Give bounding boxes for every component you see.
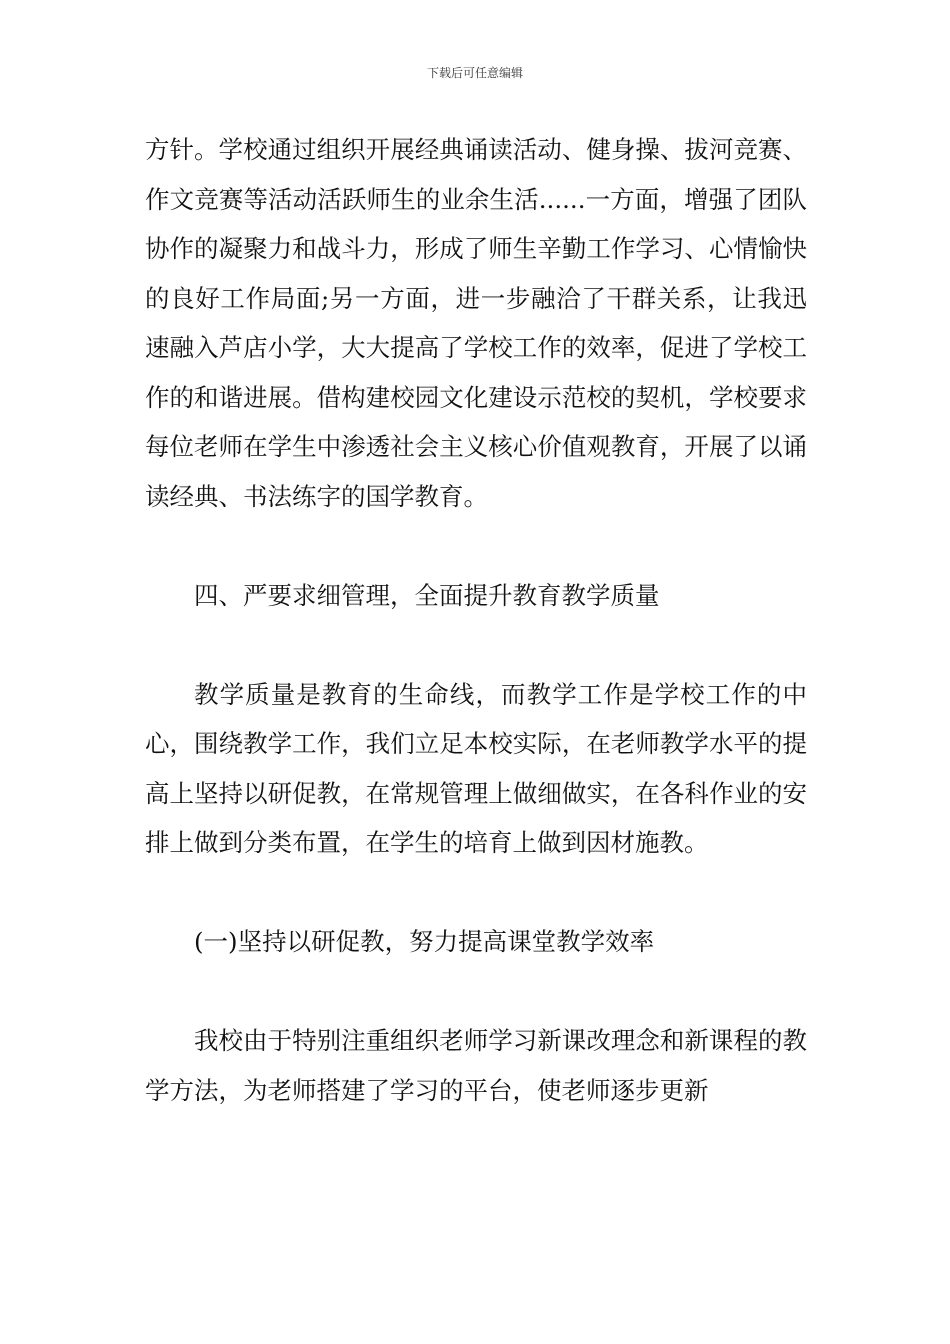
page-header-note: 下载后可任意编辑 — [426, 66, 523, 80]
paragraph-teaching-quality: 教学质量是教育的生命线，而教学工作是学校工作的中心，围绕教学工作，我们立足本校实际，在老师教学水平的提高上坚持以研促教，在常规管理上做细做实，在各科作业的安排上做到分类布置，在学生的培育上做到因材施教。 — [145, 679, 807, 857]
paragraph-campus-activities: 方针。学校通过组织开展经典诵读活动、健身操、拔河竞赛、作文竞赛等活动活跃师生的业余生活......一方面，增强了团队协作的凝聚力和战斗力，形成了师生辛勤工作学习、心情愉快的良好工作局面;另一方面，进一步融洽了干群关系，让我迅速融入芦店小学，大大提高了学校工作的效率，促进了学校工作的和谐进展。借构建校园文化建设示范校的契机，学校要求每位老师在学生中渗透社会主义核心价值观教育，开展了以诵读经典、书法练字的国学教育。 — [145, 135, 807, 511]
paragraph-new-curriculum: 我校由于特别注重组织老师学习新课改理念和新课程的教学方法，为老师搭建了学习的平台，使老师逐步更新 — [145, 1026, 807, 1105]
paragraph-spacer — [145, 620, 807, 670]
paragraph-spacer — [145, 868, 807, 918]
document-body — [145, 125, 807, 1115]
section-heading-four: 四、严要求细管理，全面提升教育教学质量 — [194, 580, 660, 610]
paragraph-spacer — [145, 521, 807, 571]
subsection-heading-one: (一)坚持以研促教，努力提高课堂教学效率 — [194, 927, 655, 956]
paragraph-spacer — [145, 967, 807, 1017]
